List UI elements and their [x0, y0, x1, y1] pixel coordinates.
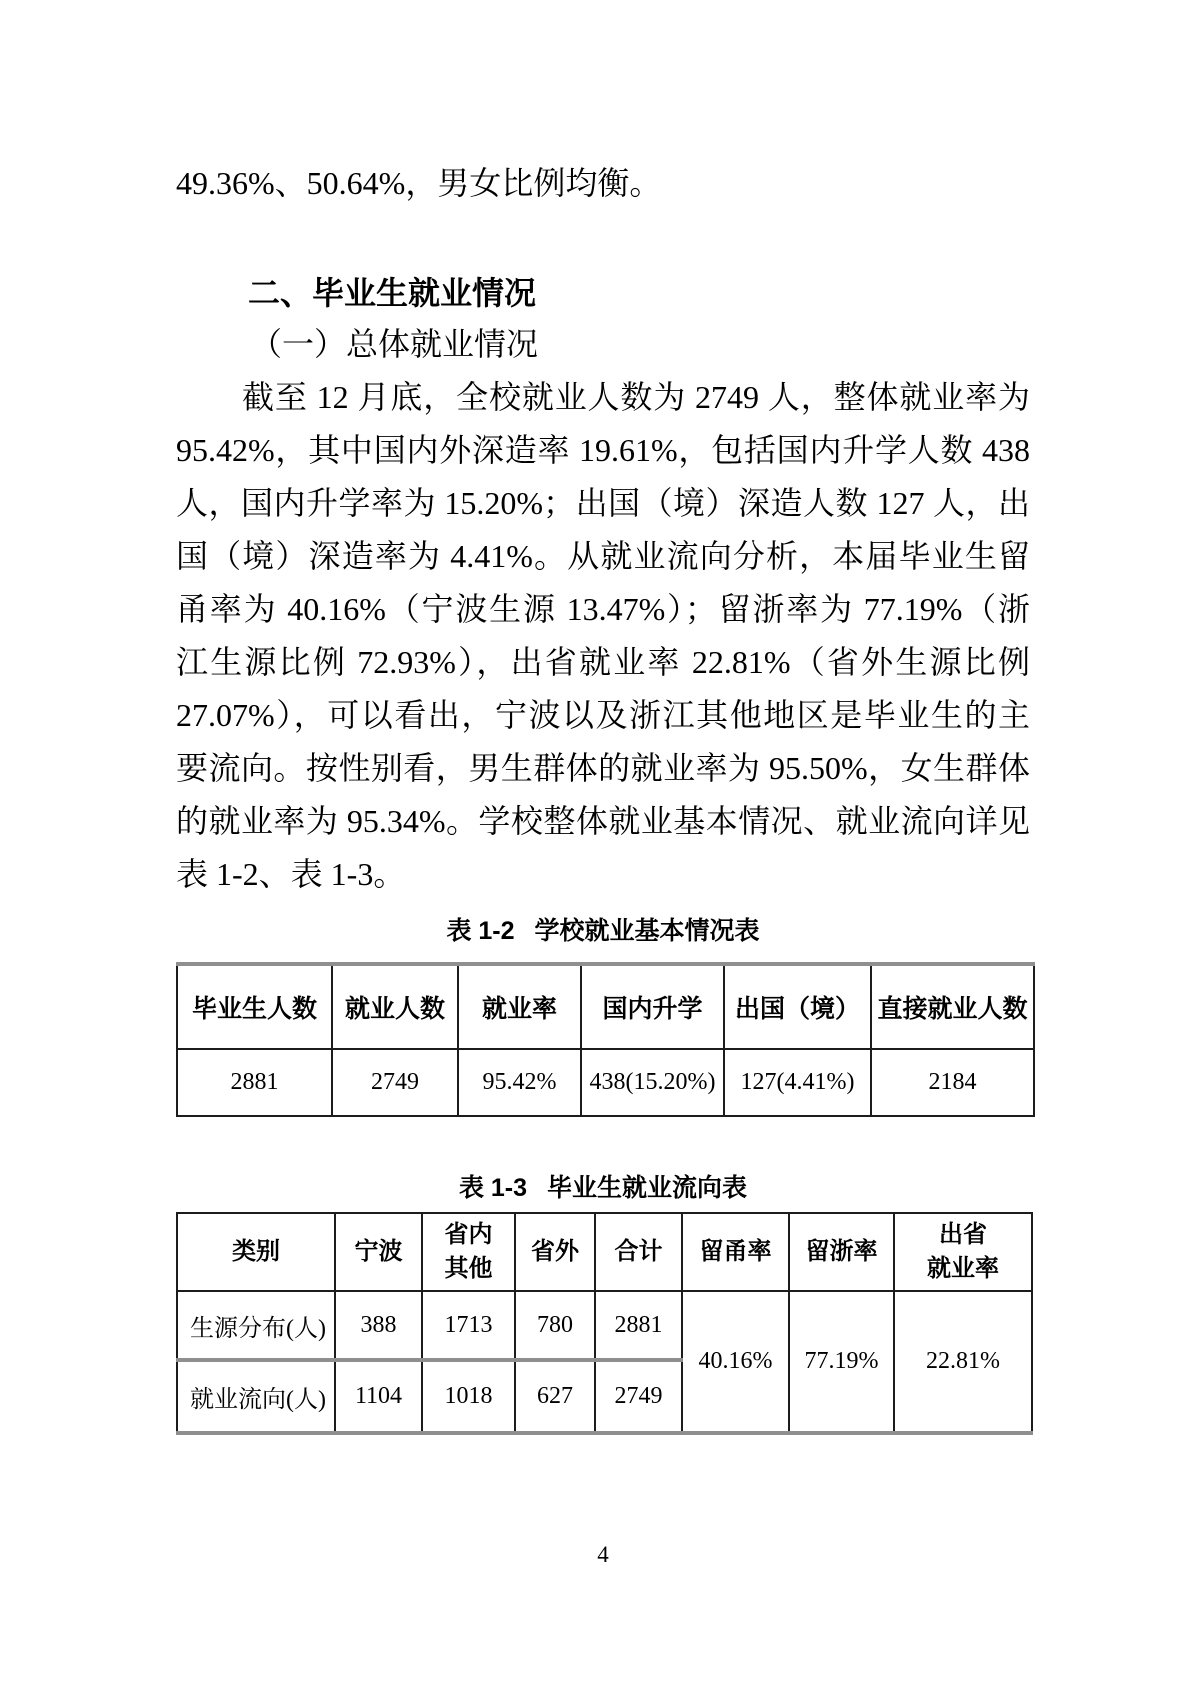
header-cell: 国内升学: [581, 964, 724, 1049]
data-cell: 1713: [422, 1291, 515, 1360]
table-row: [177, 1049, 1034, 1116]
header-cell: 宁波: [335, 1213, 422, 1291]
paragraph-line: 27.07%），可以看出，宁波以及浙江其他地区是毕业生的主: [176, 697, 1030, 733]
table-caption-tag: 表 1-2: [446, 917, 515, 945]
paragraph-line: 截至 12 月底，全校就业人数为 2749 人，整体就业率为: [242, 379, 1030, 415]
table-employment-basic: [176, 962, 1035, 1117]
table-caption-title: 学校就业基本情况表: [534, 917, 760, 945]
row-label-cell: 生源分布(人): [177, 1291, 335, 1360]
data-cell: 2749: [332, 1049, 458, 1116]
paragraph-line: 表 1-2、表 1-3。: [176, 856, 406, 892]
data-cell: 627: [515, 1360, 595, 1433]
data-cell: 780: [515, 1291, 595, 1360]
header-cell: 直接就业人数: [871, 964, 1034, 1049]
data-cell: 95.42%: [458, 1049, 581, 1116]
header-cell: 就业率: [458, 964, 581, 1049]
header-cell: 就业人数: [332, 964, 458, 1049]
header-cell: 出国（境）: [724, 964, 871, 1049]
table-caption-title: 毕业生就业流向表: [547, 1174, 748, 1202]
table-header-row: [177, 964, 1034, 1049]
data-cell: 2881: [177, 1049, 332, 1116]
header-cell: 类别: [177, 1213, 335, 1291]
data-cell: 388: [335, 1291, 422, 1360]
paragraph-line: 的就业率为 95.34%。学校整体就业基本情况、就业流向详见: [176, 803, 1030, 839]
header-cell: 合计: [595, 1213, 682, 1291]
paragraph: [176, 371, 1030, 901]
data-cell: 438(15.20%): [581, 1049, 724, 1116]
paragraph-line: 要流向。按性别看，男生群体的就业率为 95.50%，女生群体: [176, 750, 1030, 786]
header-cell: 省内 其他: [422, 1213, 515, 1291]
paragraph-line: 国（境）深造率为 4.41%。从就业流向分析，本届毕业生留: [176, 538, 1030, 574]
section-subheading: （一）总体就业情况: [250, 326, 539, 362]
paragraph-line: 江生源比例 72.93%），出省就业率 22.81%（省外生源比例: [176, 644, 1030, 680]
section-heading: 二、毕业生就业情况: [248, 275, 537, 311]
data-cell: 127(4.41%): [724, 1049, 871, 1116]
merged-cell-stay-ningbo-rate: 40.16%: [682, 1291, 789, 1433]
table-row: [177, 1291, 1032, 1360]
table-employment-flow: [176, 1212, 1033, 1435]
row-label-cell: 就业流向(人): [177, 1360, 335, 1433]
table-1-2-caption: [176, 911, 1030, 951]
intro-line: 49.36%、50.64%，男女比例均衡。: [176, 165, 662, 201]
data-cell: 2749: [595, 1360, 682, 1433]
data-cell: 1104: [335, 1360, 422, 1433]
paragraph-line: 95.42%，其中国内外深造率 19.61%，包括国内升学人数 438: [176, 432, 1030, 468]
data-cell: 2881: [595, 1291, 682, 1360]
data-cell: 2184: [871, 1049, 1034, 1116]
header-cell: 留甬率: [682, 1213, 789, 1291]
header-cell: 留浙率: [789, 1213, 894, 1291]
paragraph-line: 人，国内升学率为 15.20%；出国（境）深造人数 127 人，出: [176, 485, 1030, 521]
page-number: 4: [597, 1542, 609, 1567]
header-cell: 省外: [515, 1213, 595, 1291]
table-caption-tag: 表 1-3: [458, 1174, 528, 1202]
table-header-row: [177, 1213, 1032, 1291]
header-cell: 出省 就业率: [894, 1213, 1032, 1291]
paragraph-line: 甬率为 40.16%（宁波生源 13.47%）；留浙率为 77.19%（浙: [176, 591, 1030, 627]
header-cell: 毕业生人数: [177, 964, 332, 1049]
data-cell: 1018: [422, 1360, 515, 1433]
table-1-3-caption: [176, 1168, 1030, 1208]
merged-cell-stay-zhejiang-rate: 77.19%: [789, 1291, 894, 1433]
merged-cell-out-province-rate: 22.81%: [894, 1291, 1032, 1433]
